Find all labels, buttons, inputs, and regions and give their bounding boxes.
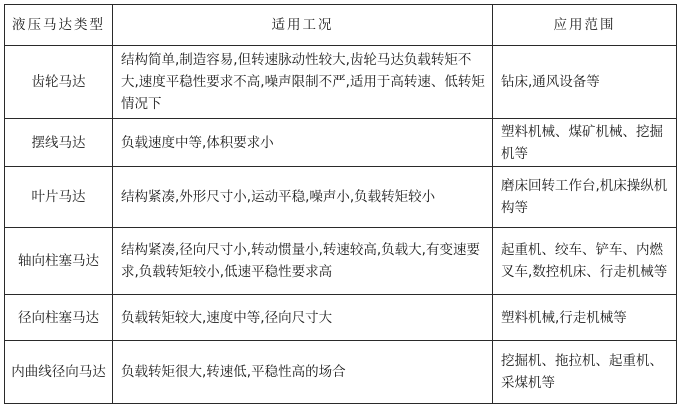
applications-cell: 钻床,通风设备等 [493, 46, 677, 119]
conditions-cell: 结构简单,制造容易,但转速脉动性较大,齿轮马达负载转矩不大,速度平稳性要求不高,噪声限制不严,适用于高转速、低转矩情况下 [113, 46, 493, 119]
applications-cell: 挖掘机、拖拉机、起重机、采煤机等 [493, 341, 677, 404]
motor-type-cell: 叶片马达 [5, 167, 113, 228]
motor-type-cell: 摆线马达 [5, 118, 113, 167]
table-row [5, 295, 677, 341]
conditions-cell: 负载转矩较大,速度中等,径向尺寸大 [113, 295, 493, 341]
table-row [5, 228, 677, 295]
conditions-cell: 结构紧凑,径向尺寸小,转动惯量小,转速较高,负载大,有变速要求,负载转矩较小,低速平稳性要求高 [113, 228, 493, 295]
motor-type-cell: 齿轮马达 [5, 46, 113, 119]
header-applications: 应用范围 [493, 5, 677, 46]
document-page [4, 4, 676, 404]
applications-cell: 磨床回转工作台,机床操纵机构等 [493, 167, 677, 228]
table-row [5, 167, 677, 228]
table-header-row [5, 5, 677, 46]
applications-cell: 塑料机械、煤矿机械、挖掘机等 [493, 118, 677, 167]
applications-cell: 塑料机械,行走机械等 [493, 295, 677, 341]
table-row [5, 341, 677, 404]
header-conditions: 适用工况 [113, 5, 493, 46]
table-row [5, 46, 677, 119]
conditions-cell: 结构紧凑,外形尺寸小,运动平稳,噪声小,负载转矩较小 [113, 167, 493, 228]
header-type: 液压马达类型 [5, 5, 113, 46]
motor-type-cell: 内曲线径向马达 [5, 341, 113, 404]
conditions-cell: 负载转矩很大,转速低,平稳性高的场合 [113, 341, 493, 404]
motor-type-cell: 径向柱塞马达 [5, 295, 113, 341]
hydraulic-motor-table [4, 4, 677, 404]
table-row [5, 118, 677, 167]
applications-cell: 起重机、绞车、铲车、内燃叉车,数控机床、行走机械等 [493, 228, 677, 295]
motor-type-cell: 轴向柱塞马达 [5, 228, 113, 295]
conditions-cell: 负载速度中等,体积要求小 [113, 118, 493, 167]
